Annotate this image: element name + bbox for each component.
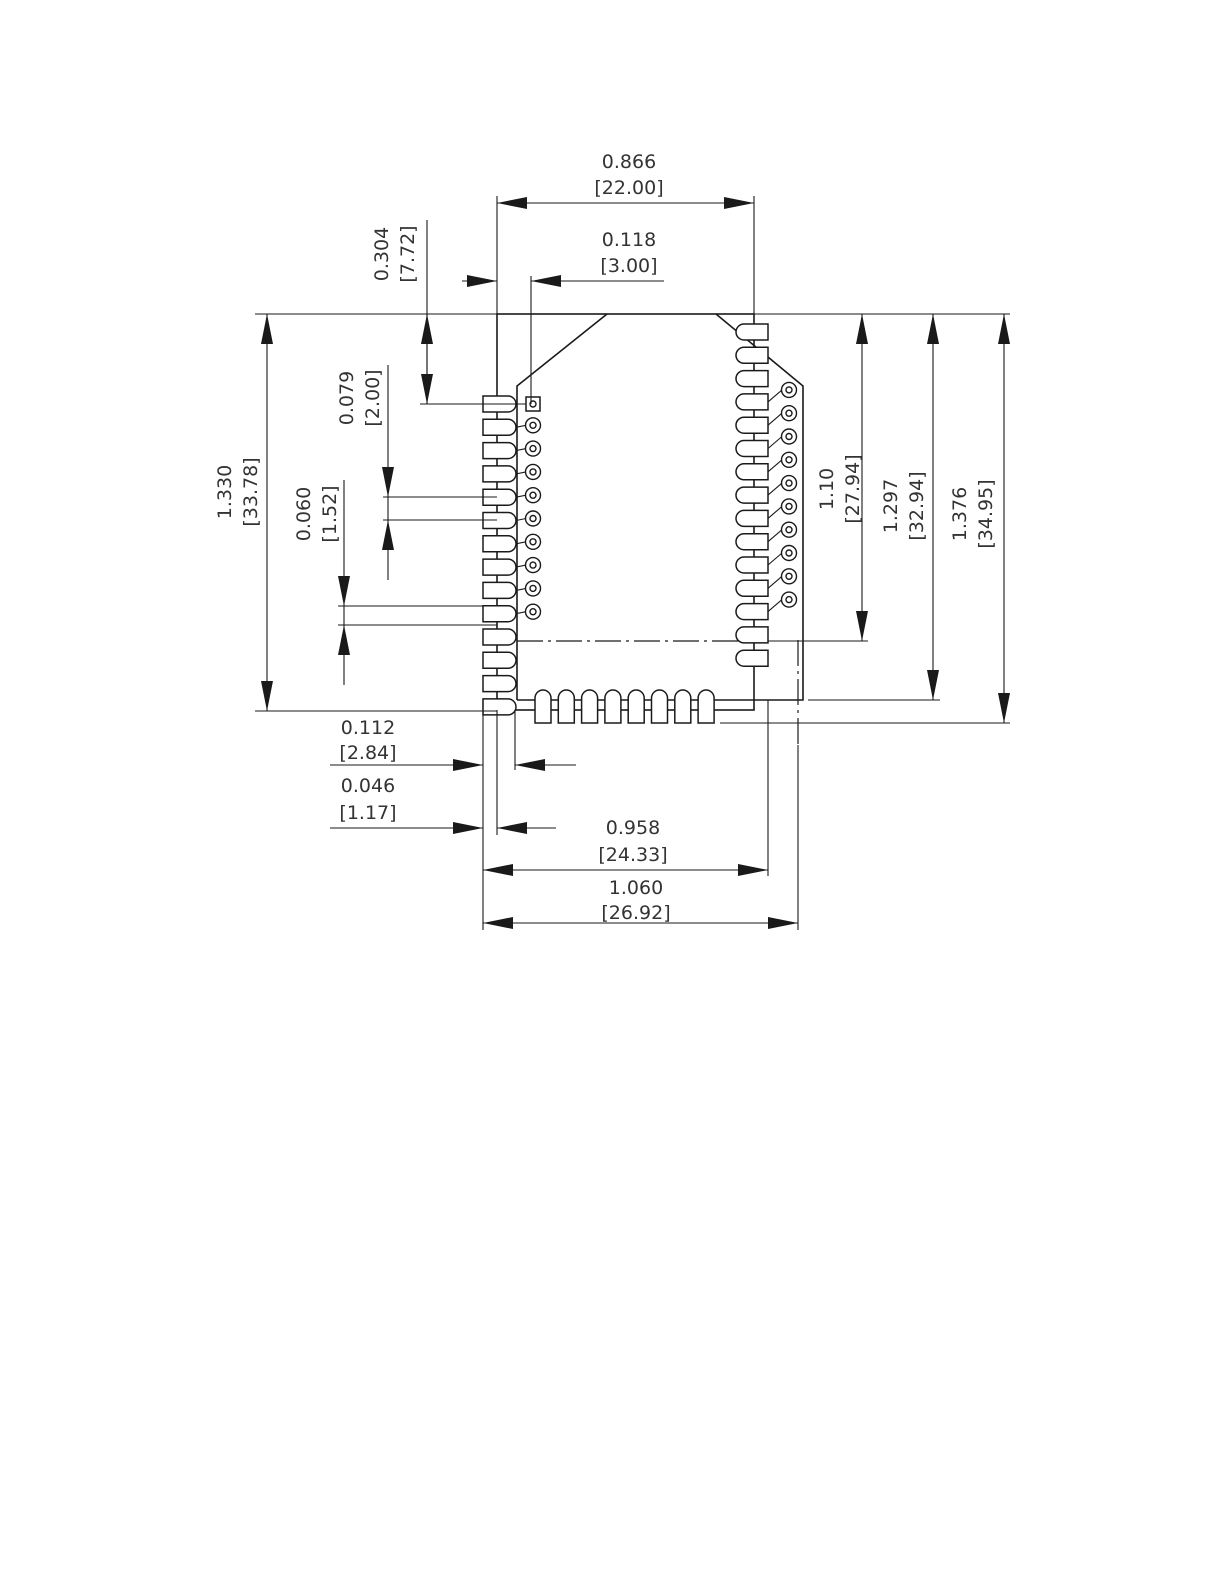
right-via-ring	[768, 382, 797, 402]
dim-pin-pitch-inch: 0.060	[293, 486, 315, 542]
dim-height-left-mm: [33.78]	[240, 457, 262, 527]
bottom-pad	[628, 690, 644, 723]
left-via-ring	[516, 604, 541, 619]
right-pad	[736, 394, 768, 410]
dim-pin-span-inch: 1.10	[816, 467, 838, 511]
dim-height-left-inch: 1.330	[214, 464, 236, 520]
right-pad	[736, 487, 768, 503]
dim-top-width-mm: [22.00]	[594, 177, 664, 199]
left-via-ring	[516, 581, 541, 596]
bottom-pad	[698, 690, 714, 723]
dim-left-pad-extent-inch: 0.112	[340, 717, 396, 739]
left-pad	[483, 582, 516, 598]
dim-pad-width-mm: [24.33]	[598, 844, 668, 866]
right-via-ring	[768, 429, 797, 449]
dim-overall-width-mm: [26.92]	[601, 902, 671, 924]
right-via-ring	[768, 522, 797, 542]
dim-pad-height-inch: 1.297	[880, 478, 902, 534]
left-pad-row	[483, 396, 516, 715]
dim-overall-height-inch: 1.376	[949, 486, 971, 542]
right-via-rings	[768, 382, 797, 611]
dim-pad-height-mm: [32.94]	[906, 471, 928, 541]
right-pad	[736, 557, 768, 573]
left-via-ring	[516, 488, 541, 503]
dim-left-pad-extent-mm: [2.84]	[339, 742, 397, 764]
right-via-ring	[768, 499, 797, 519]
left-via-ring	[516, 441, 541, 456]
right-pad	[736, 580, 768, 596]
dim-row-spacing-mm: [2.00]	[362, 369, 384, 427]
right-pad	[736, 510, 768, 526]
dim-edge-offset-mm: [1.17]	[339, 802, 397, 824]
left-via-ring	[516, 418, 541, 433]
dim-pin-pitch-mm: [1.52]	[319, 485, 341, 543]
bottom-pad	[535, 690, 551, 723]
left-via-ring	[516, 558, 541, 573]
left-via-ring	[516, 511, 541, 526]
left-pad	[483, 652, 516, 668]
dim-edge-offset-inch: 0.046	[340, 775, 396, 797]
bottom-pad	[675, 690, 691, 723]
dim-overall-width-inch: 1.060	[608, 877, 664, 899]
left-pad	[483, 629, 516, 645]
right-via-ring	[768, 569, 797, 589]
left-via-ring	[516, 464, 541, 479]
right-pad	[736, 324, 768, 340]
dim-top-to-pin1-mm: [7.72]	[397, 225, 419, 283]
right-via-ring	[768, 546, 797, 566]
right-pad-row	[736, 324, 768, 666]
dim-antenna-offset-inch: 0.118	[601, 229, 657, 251]
left-via-rings	[516, 418, 541, 619]
bottom-pad	[558, 690, 574, 723]
left-via-ring	[516, 534, 541, 549]
left-pad	[483, 536, 516, 552]
dimension-labels	[214, 151, 997, 924]
bottom-pad	[605, 690, 621, 723]
left-pad	[483, 606, 516, 622]
right-via-ring	[768, 406, 797, 426]
right-pad	[736, 534, 768, 550]
dim-top-width-inch: 0.866	[601, 151, 657, 173]
right-via-ring	[768, 476, 797, 496]
dim-pin-span-mm: [27.94]	[842, 454, 864, 524]
right-pad	[736, 441, 768, 457]
dim-row-spacing-inch: 0.079	[336, 370, 358, 426]
dim-top-to-pin1-inch: 0.304	[371, 226, 393, 282]
bottom-pad	[652, 690, 668, 723]
left-pad	[483, 699, 516, 715]
right-pad	[736, 371, 768, 387]
left-pad	[483, 443, 516, 459]
right-pad	[736, 627, 768, 643]
right-pad	[736, 604, 768, 620]
dim-antenna-offset-mm: [3.00]	[600, 255, 658, 277]
right-via-ring	[768, 592, 797, 612]
left-pad	[483, 559, 516, 575]
bottom-pad	[582, 690, 598, 723]
right-pad	[736, 417, 768, 433]
left-pad	[483, 676, 516, 692]
right-pad	[736, 464, 768, 480]
bottom-pad-row	[535, 690, 714, 723]
dim-pad-width-inch: 0.958	[605, 817, 661, 839]
dim-overall-height-mm: [34.95]	[975, 479, 997, 549]
left-pad	[483, 466, 516, 482]
left-pad	[483, 419, 516, 435]
right-pad	[736, 347, 768, 363]
right-via-ring	[768, 452, 797, 472]
right-pad	[736, 650, 768, 666]
